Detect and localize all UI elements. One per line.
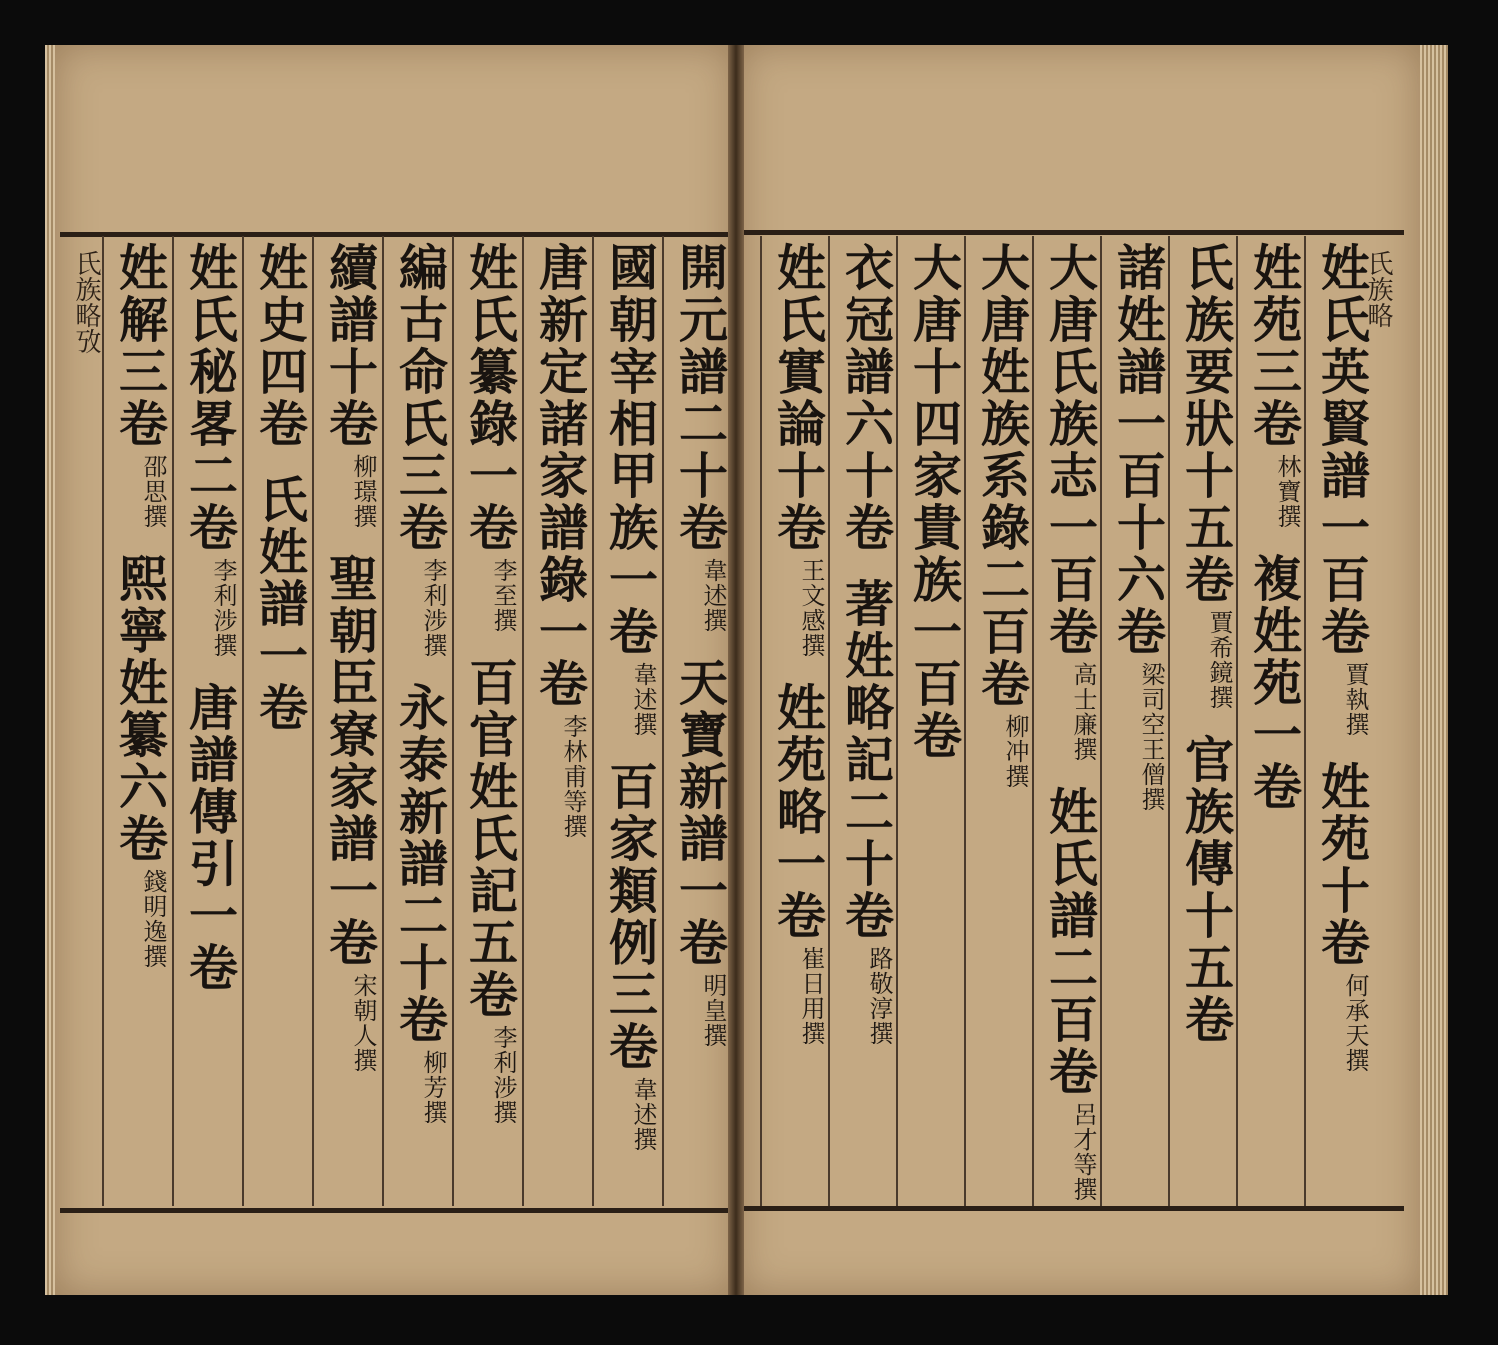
author-note: 林寶撰 xyxy=(1273,454,1301,529)
right-page-column xyxy=(970,242,1034,1202)
right-top-rule xyxy=(744,230,1404,235)
author-note: 路敬淳撰 xyxy=(865,946,893,1046)
title-text: 著姓略記二十卷 xyxy=(837,578,896,942)
author-note: 賈執撰 xyxy=(1341,662,1369,737)
title-text: 開元譜二十卷 xyxy=(671,242,730,554)
left-top-rule xyxy=(60,232,728,237)
right-page-column-rule xyxy=(760,236,762,1206)
left-page-column xyxy=(388,242,452,1202)
author-note: 王文感撰 xyxy=(797,558,825,658)
left-page-column-rule xyxy=(242,236,244,1206)
title-text: 聖朝臣寮家譜一卷 xyxy=(321,553,380,969)
right-page-column xyxy=(1038,242,1102,1202)
title-text: 大唐十四家貴族一百卷 xyxy=(905,242,964,762)
left-page-column-rule xyxy=(592,236,594,1206)
author-note: 韋述撰 xyxy=(629,662,657,737)
author-note: 李至撰 xyxy=(489,558,517,633)
left-page-column xyxy=(668,242,732,1202)
right-page-column xyxy=(766,242,830,1202)
author-note: 梁司空王僧撰 xyxy=(1137,662,1165,812)
title-text: 姓氏秘畧二卷 xyxy=(181,242,240,554)
left-page-column xyxy=(528,242,592,1202)
left-page-column-rule xyxy=(382,236,384,1206)
left-page-column xyxy=(318,242,382,1202)
left-page-column xyxy=(598,242,662,1202)
right-page-column xyxy=(902,242,966,1202)
author-note: 高士廉撰 xyxy=(1069,662,1097,762)
author-note: 柳芳撰 xyxy=(419,1050,447,1125)
right-page-column xyxy=(1106,242,1170,1202)
title-text: 永泰新譜二十卷 xyxy=(391,682,450,1046)
title-text: 姓苑三卷 xyxy=(1245,242,1304,450)
left-page-column xyxy=(458,242,522,1202)
title-text: 姓苑十卷 xyxy=(1313,761,1372,969)
title-text: 唐譜傳引一卷 xyxy=(181,682,240,994)
left-page-column-rule xyxy=(172,236,174,1206)
left-page-column-rule xyxy=(312,236,314,1206)
title-text: 百官姓氏記五卷 xyxy=(461,657,520,1021)
right-page-column xyxy=(834,242,898,1202)
author-note: 錢明逸撰 xyxy=(139,869,167,969)
title-text: 姓氏英賢譜一百卷 xyxy=(1313,242,1372,658)
title-text: 姓氏實論十卷 xyxy=(769,242,828,554)
left-page-column xyxy=(108,242,172,1202)
left-page-column-rule xyxy=(522,236,524,1206)
title-text: 官族傳十五卷 xyxy=(1177,734,1236,1046)
author-note: 呂才等撰 xyxy=(1069,1102,1097,1202)
left-page-column-rule xyxy=(452,236,454,1206)
title-text: 姓氏纂錄一卷 xyxy=(461,242,520,554)
title-text: 姓苑略一卷 xyxy=(769,682,828,942)
left-page-column xyxy=(178,242,242,1202)
title-text: 百家類例三卷 xyxy=(601,761,660,1073)
right-page-column xyxy=(1242,242,1306,1202)
margin-title-right: 氏族略 xyxy=(1363,250,1393,328)
title-text: 姓史四卷 xyxy=(251,242,310,450)
author-note: 何承天撰 xyxy=(1341,973,1369,1073)
right-bottom-rule xyxy=(744,1206,1404,1211)
author-note: 柳璟撰 xyxy=(349,454,377,529)
title-text: 諸姓譜一百十六卷 xyxy=(1109,242,1168,658)
author-note: 韋述撰 xyxy=(629,1077,657,1152)
title-text: 大唐氏族志一百卷 xyxy=(1041,242,1100,658)
left-page-column-rule xyxy=(662,236,664,1206)
title-text: 姓解三卷 xyxy=(111,242,170,450)
author-note: 韋述撰 xyxy=(699,558,727,633)
author-note: 宋朝人撰 xyxy=(349,973,377,1073)
author-note: 李利涉撰 xyxy=(489,1025,517,1125)
right-page-column xyxy=(1310,242,1374,1202)
title-text: 姓氏譜二百卷 xyxy=(1041,786,1100,1098)
author-note: 邵思撰 xyxy=(139,454,167,529)
author-note: 明皇撰 xyxy=(699,973,727,1048)
left-page-column xyxy=(248,242,312,1202)
author-note: 賈希鏡撰 xyxy=(1205,610,1233,710)
left-bottom-rule xyxy=(60,1208,728,1213)
title-text: 複姓苑一卷 xyxy=(1245,553,1304,813)
title-text: 熙寧姓纂六卷 xyxy=(111,553,170,865)
author-note: 柳冲撰 xyxy=(1001,714,1029,789)
left-page-column-rule xyxy=(102,236,104,1206)
author-note: 李林甫等撰 xyxy=(559,714,587,839)
title-text: 國朝宰相甲族一卷 xyxy=(601,242,660,658)
author-note: 李利涉撰 xyxy=(419,558,447,658)
right-page-column xyxy=(1174,242,1238,1202)
title-text: 編古命氏三卷 xyxy=(391,242,450,554)
title-text: 天寶新譜一卷 xyxy=(671,657,730,969)
title-text: 大唐姓族系錄二百卷 xyxy=(973,242,1032,710)
title-text: 氏族要狀十五卷 xyxy=(1177,242,1236,606)
title-text: 氏姓譜一卷 xyxy=(251,474,310,734)
author-note: 崔日用撰 xyxy=(797,946,825,1046)
title-text: 續譜十卷 xyxy=(321,242,380,450)
author-note: 李利涉撰 xyxy=(209,558,237,658)
title-text: 唐新定諸家譜錄一卷 xyxy=(531,242,590,710)
title-text: 衣冠譜六十卷 xyxy=(837,242,896,554)
margin-title-left: 氏族略攷 xyxy=(71,250,101,354)
